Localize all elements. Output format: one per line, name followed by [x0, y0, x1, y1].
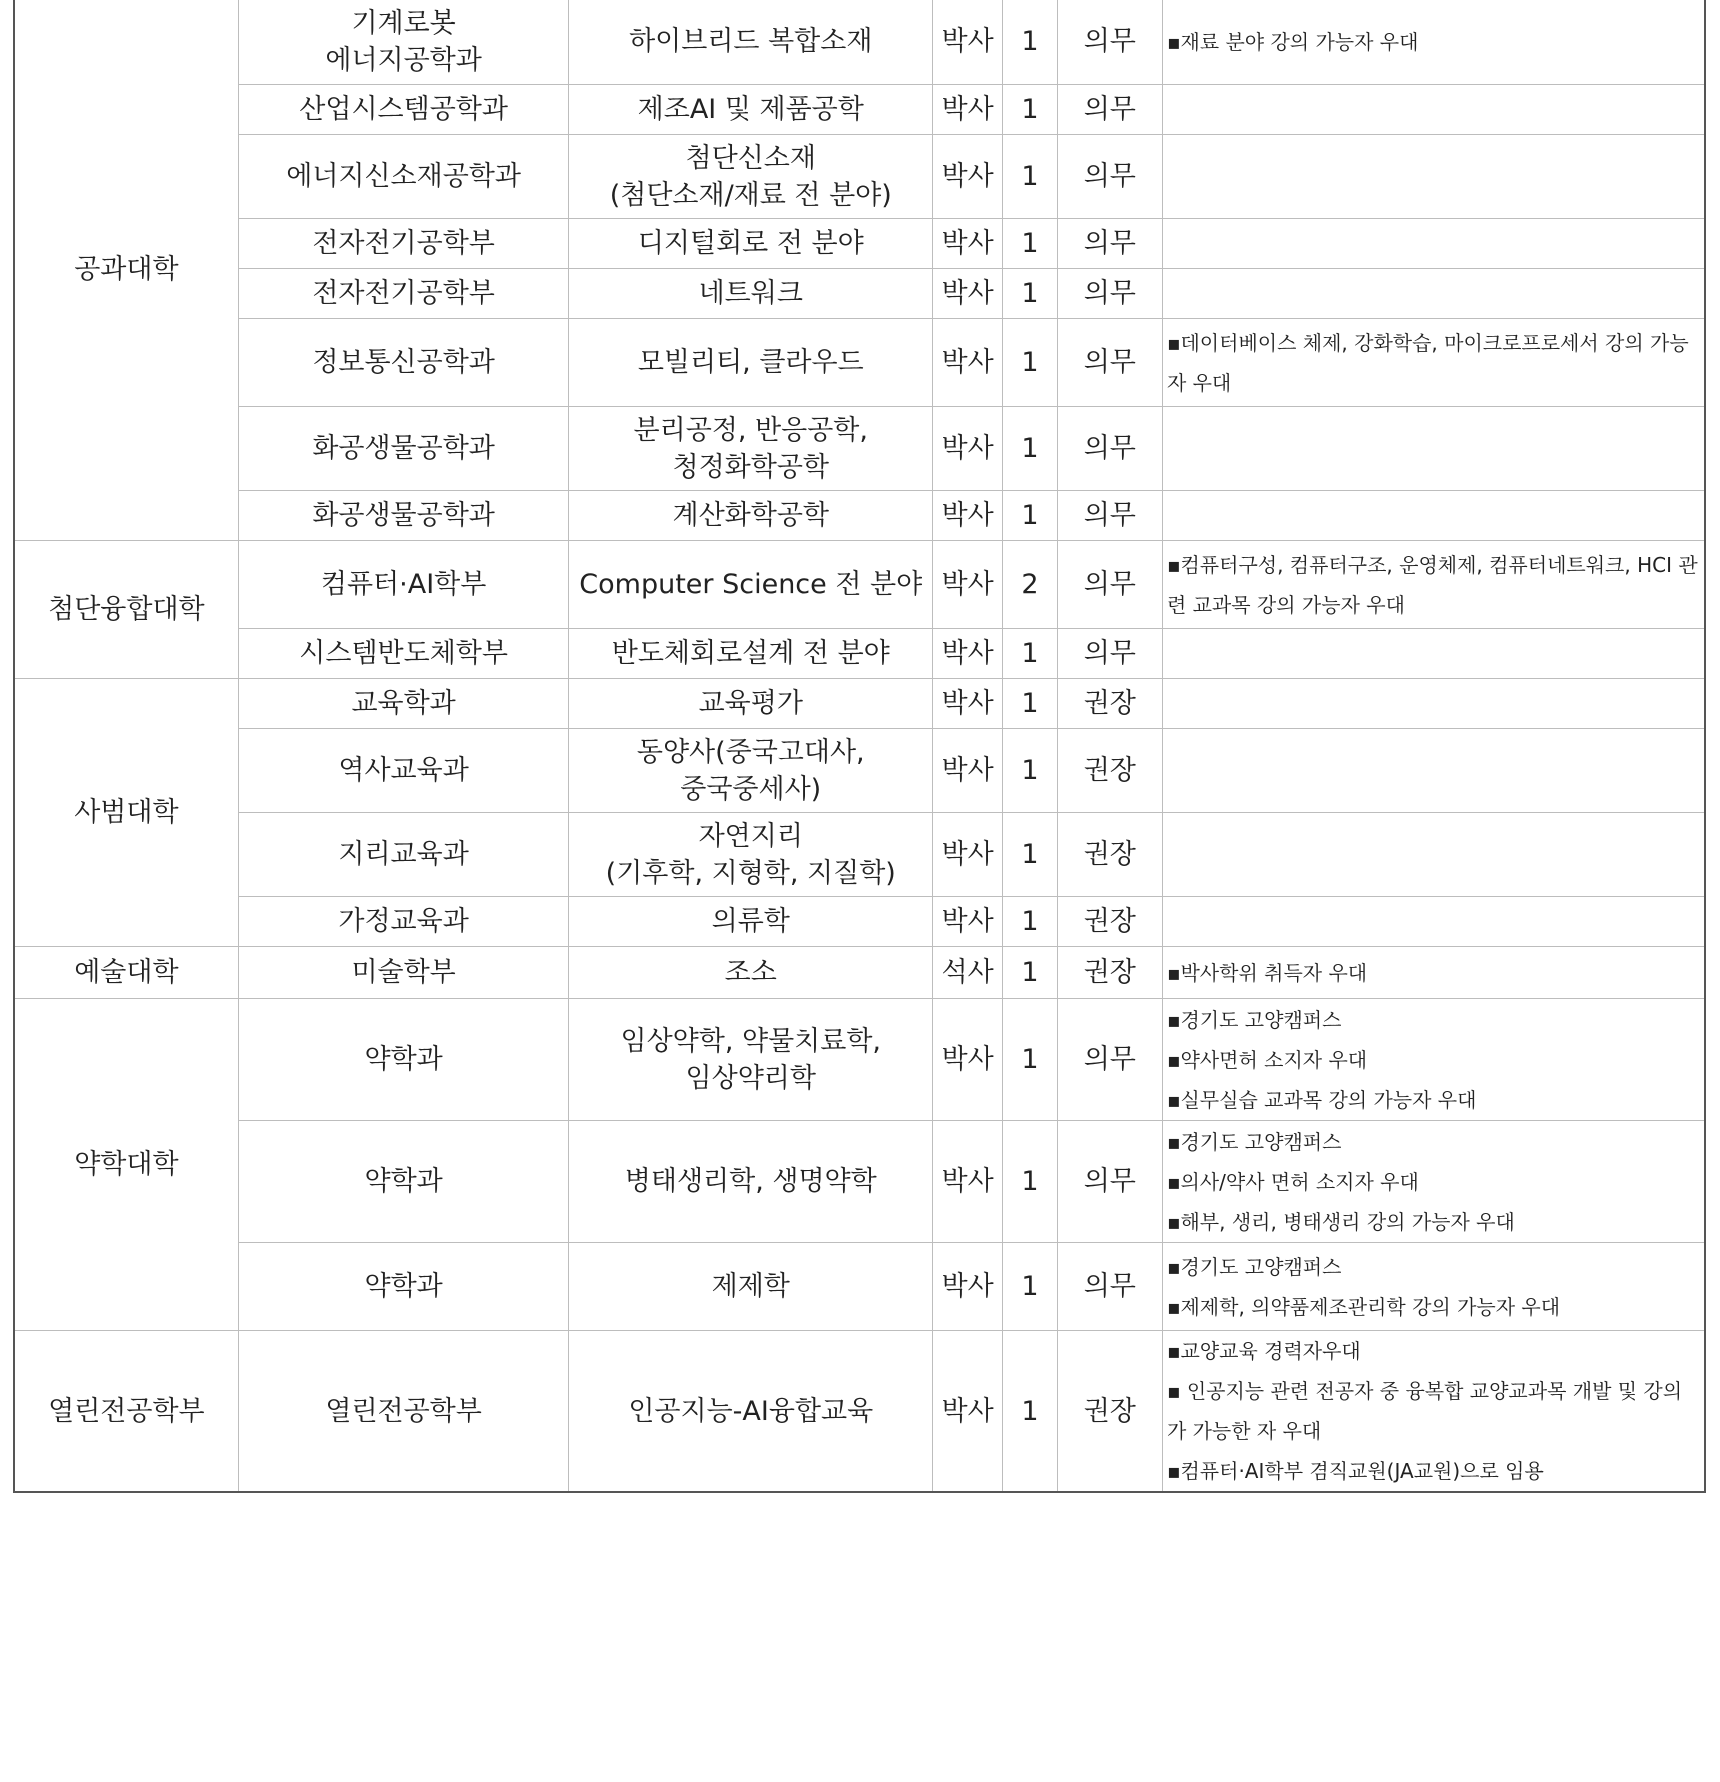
requirement-cell: 의무 — [1057, 319, 1162, 407]
table-row — [14, 541, 1705, 629]
department-cell — [238, 219, 569, 269]
department-cell — [238, 947, 569, 999]
department-line: 기계로봇 — [351, 7, 456, 39]
college-cell: 공과대학 — [14, 0, 238, 541]
department-cell — [238, 85, 569, 135]
department-cell — [238, 135, 569, 219]
notes-cell — [1162, 541, 1705, 629]
field-cell — [569, 85, 933, 135]
notes-cell — [1162, 407, 1705, 491]
degree-cell: 박사 — [933, 629, 1003, 679]
requirement-cell: 의무 — [1057, 85, 1162, 135]
college-cell: 첨단융합대학 — [14, 541, 238, 679]
recruitment-table — [13, 0, 1706, 1493]
field-line: 임상약리학 — [685, 1062, 816, 1094]
table-row — [14, 813, 1705, 897]
table-row — [14, 729, 1705, 813]
field-line: 인공지능-AI융합교육 — [628, 1395, 874, 1427]
degree-cell: 박사 — [933, 999, 1003, 1121]
count-cell: 1 — [1003, 1331, 1057, 1493]
requirement-cell: 권장 — [1057, 947, 1162, 999]
count-cell: 1 — [1003, 219, 1057, 269]
notes-cell — [1162, 319, 1705, 407]
department-line: 역사교육과 — [338, 755, 469, 786]
note-line: ▪재료 분야 강의 가능자 우대 — [1166, 29, 1419, 54]
field-line: 계산화학공학 — [672, 500, 829, 531]
department-line: 미술학부 — [351, 957, 456, 988]
requirement-cell: 의무 — [1057, 629, 1162, 679]
field-cell — [569, 1121, 933, 1243]
degree-cell: 박사 — [933, 269, 1003, 319]
count-cell: 1 — [1003, 679, 1057, 729]
table-row — [14, 629, 1705, 679]
department-cell — [238, 1121, 569, 1243]
department-line: 에너지신소재공학과 — [286, 161, 521, 192]
department-line: 컴퓨터·AI학부 — [320, 569, 487, 600]
college-cell: 예술대학 — [14, 947, 238, 999]
notes-cell — [1162, 219, 1705, 269]
field-cell — [569, 407, 933, 491]
field-line: 네트워크 — [698, 278, 803, 309]
field-cell — [569, 629, 933, 679]
department-line: 전자전기공학부 — [312, 278, 495, 309]
field-line: 하이브리드 복합소재 — [629, 26, 873, 57]
degree-cell: 박사 — [933, 897, 1003, 947]
degree-cell: 박사 — [933, 0, 1003, 85]
count-cell: 1 — [1003, 319, 1057, 407]
table-row — [14, 1121, 1705, 1243]
field-line: 제제학 — [711, 1271, 790, 1302]
notes-cell — [1162, 897, 1705, 947]
department-line: 산업시스템공학과 — [299, 94, 508, 125]
requirement-cell: 의무 — [1057, 999, 1162, 1121]
table-row — [14, 319, 1705, 407]
degree-cell: 박사 — [933, 1121, 1003, 1243]
college-cell: 사범대학 — [14, 679, 238, 947]
table-row — [14, 269, 1705, 319]
department-line: 교육학과 — [351, 688, 456, 719]
department-cell — [238, 319, 569, 407]
field-line: 반도체회로설계 전 분야 — [611, 638, 890, 669]
field-cell — [569, 947, 933, 999]
note-line: ▪경기도 고양캠퍼스 — [1166, 1129, 1342, 1154]
table-body — [14, 0, 1705, 1492]
requirement-cell: 의무 — [1057, 135, 1162, 219]
requirement-cell: 권장 — [1057, 679, 1162, 729]
college-cell: 열린전공학부 — [14, 1331, 238, 1493]
note-line: ▪컴퓨터·AI학부 겸직교원(JA교원)으로 임용 — [1166, 1459, 1544, 1483]
count-cell: 1 — [1003, 813, 1057, 897]
notes-cell — [1162, 1331, 1705, 1493]
department-line: 약학과 — [364, 1166, 443, 1197]
notes-cell — [1162, 999, 1705, 1121]
department-cell — [238, 0, 569, 85]
field-line: 디지털회로 전 분야 — [637, 228, 864, 259]
field-cell — [569, 1331, 933, 1493]
count-cell: 1 — [1003, 135, 1057, 219]
field-cell — [569, 679, 933, 729]
table-row — [14, 947, 1705, 999]
table-row — [14, 1243, 1705, 1331]
note-line: ▪컴퓨터구성, 컴퓨터구조, 운영체제, 컴퓨터네트워크, HCI 관련 교과목 강의 가능자 우대 — [1166, 552, 1698, 617]
count-cell: 1 — [1003, 407, 1057, 491]
note-line: ▪박사학위 취득자 우대 — [1166, 960, 1368, 985]
requirement-cell: 권장 — [1057, 729, 1162, 813]
department-line: 가정교육과 — [338, 906, 469, 937]
requirement-cell: 의무 — [1057, 219, 1162, 269]
table-row — [14, 85, 1705, 135]
degree-cell: 박사 — [933, 85, 1003, 135]
department-line: 열린전공학부 — [325, 1395, 482, 1427]
department-cell — [238, 541, 569, 629]
field-line: 조소 — [724, 957, 777, 988]
count-cell: 1 — [1003, 269, 1057, 319]
requirement-cell: 의무 — [1057, 541, 1162, 629]
degree-cell: 박사 — [933, 541, 1003, 629]
field-cell — [569, 135, 933, 219]
table-row — [14, 407, 1705, 491]
field-line: 교육평가 — [698, 688, 803, 719]
count-cell: 1 — [1003, 85, 1057, 135]
field-cell — [569, 319, 933, 407]
table-row — [14, 999, 1705, 1121]
department-cell — [238, 679, 569, 729]
field-cell — [569, 219, 933, 269]
count-cell: 1 — [1003, 491, 1057, 541]
requirement-cell: 의무 — [1057, 0, 1162, 85]
table-row — [14, 491, 1705, 541]
note-line: ▪경기도 고양캠퍼스 — [1166, 1254, 1342, 1279]
degree-cell: 박사 — [933, 1331, 1003, 1493]
field-line: 임상약학, 약물치료학, — [620, 1025, 881, 1057]
field-cell — [569, 0, 933, 85]
field-line: 청정화학공학 — [672, 451, 829, 483]
notes-cell — [1162, 491, 1705, 541]
requirement-cell: 의무 — [1057, 1243, 1162, 1331]
degree-cell: 박사 — [933, 679, 1003, 729]
field-line: (첨단소재/재료 전 분야) — [609, 179, 892, 211]
department-cell — [238, 813, 569, 897]
table-row — [14, 1331, 1705, 1493]
note-line: ▪데이터베이스 체제, 강화학습, 마이크로프로세서 강의 가능자 우대 — [1166, 330, 1689, 395]
requirement-cell: 권장 — [1057, 897, 1162, 947]
count-cell: 1 — [1003, 1243, 1057, 1331]
note-line: ▪교양교육 경력자우대 — [1166, 1339, 1361, 1363]
count-cell: 2 — [1003, 541, 1057, 629]
count-cell: 1 — [1003, 729, 1057, 813]
degree-cell: 박사 — [933, 1243, 1003, 1331]
degree-cell: 석사 — [933, 947, 1003, 999]
department-cell — [238, 1243, 569, 1331]
notes-cell — [1162, 0, 1705, 85]
field-line: 병태생리학, 생명약학 — [624, 1166, 877, 1197]
notes-cell — [1162, 813, 1705, 897]
field-cell — [569, 269, 933, 319]
count-cell: 1 — [1003, 0, 1057, 85]
notes-cell — [1162, 85, 1705, 135]
department-line: 약학과 — [364, 1271, 443, 1302]
department-cell — [238, 629, 569, 679]
degree-cell: 박사 — [933, 219, 1003, 269]
notes-cell — [1162, 1121, 1705, 1243]
field-line: 의류학 — [711, 906, 790, 937]
degree-cell: 박사 — [933, 729, 1003, 813]
field-line: 첨단신소재 — [685, 142, 816, 174]
department-line: 화공생물공학과 — [312, 500, 495, 531]
table-row — [14, 0, 1705, 85]
notes-cell — [1162, 1243, 1705, 1331]
note-line: ▪경기도 고양캠퍼스 — [1166, 1007, 1342, 1032]
count-cell: 1 — [1003, 999, 1057, 1121]
field-line: 제조AI 및 제품공학 — [637, 94, 864, 125]
degree-cell: 박사 — [933, 135, 1003, 219]
degree-cell: 박사 — [933, 319, 1003, 407]
note-line: ▪ 인공지능 관련 전공자 중 융복합 교양교과목 개발 및 강의가 가능한 자 우대 — [1166, 1379, 1683, 1443]
department-cell — [238, 897, 569, 947]
department-line: 전자전기공학부 — [312, 228, 495, 259]
table-row — [14, 135, 1705, 219]
degree-cell: 박사 — [933, 813, 1003, 897]
field-cell — [569, 813, 933, 897]
count-cell: 1 — [1003, 1121, 1057, 1243]
note-line: ▪의사/약사 면허 소지자 우대 — [1166, 1169, 1419, 1194]
field-cell — [569, 999, 933, 1121]
department-line: 화공생물공학과 — [312, 433, 495, 464]
college-cell: 약학대학 — [14, 999, 238, 1331]
department-cell — [238, 269, 569, 319]
requirement-cell: 의무 — [1057, 491, 1162, 541]
table-row — [14, 679, 1705, 729]
notes-cell — [1162, 947, 1705, 999]
department-cell — [238, 407, 569, 491]
requirement-cell: 의무 — [1057, 407, 1162, 491]
field-line: (기후학, 지형학, 지질학) — [605, 857, 896, 889]
count-cell: 1 — [1003, 897, 1057, 947]
count-cell: 1 — [1003, 629, 1057, 679]
field-cell — [569, 1243, 933, 1331]
requirement-cell: 권장 — [1057, 1331, 1162, 1493]
field-line: 모빌리티, 클라우드 — [637, 347, 864, 378]
notes-cell — [1162, 729, 1705, 813]
department-cell — [238, 729, 569, 813]
table-row — [14, 897, 1705, 947]
requirement-cell: 권장 — [1057, 813, 1162, 897]
degree-cell: 박사 — [933, 491, 1003, 541]
field-line: Computer Science 전 분야 — [579, 569, 923, 600]
degree-cell: 박사 — [933, 407, 1003, 491]
note-line: ▪실무실습 교과목 강의 가능자 우대 — [1166, 1087, 1477, 1112]
requirement-cell: 의무 — [1057, 1121, 1162, 1243]
note-line: ▪제제학, 의약품제조관리학 강의 가능자 우대 — [1166, 1294, 1561, 1319]
field-cell — [569, 541, 933, 629]
field-cell — [569, 491, 933, 541]
field-cell — [569, 729, 933, 813]
field-cell — [569, 897, 933, 947]
field-line: 중국중세사) — [680, 773, 822, 805]
department-line: 지리교육과 — [338, 839, 469, 870]
department-line: 정보통신공학과 — [312, 347, 495, 378]
requirement-cell: 의무 — [1057, 269, 1162, 319]
department-line: 시스템반도체학부 — [299, 638, 508, 669]
notes-cell — [1162, 269, 1705, 319]
field-line: 동양사(중국고대사, — [636, 736, 865, 768]
department-cell — [238, 491, 569, 541]
department-cell — [238, 1331, 569, 1493]
note-line: ▪해부, 생리, 병태생리 강의 가능자 우대 — [1166, 1209, 1515, 1234]
note-line: ▪약사면허 소지자 우대 — [1166, 1047, 1368, 1072]
department-line: 에너지공학과 — [325, 44, 482, 76]
field-line: 분리공정, 반응공학, — [633, 414, 868, 446]
notes-cell — [1162, 679, 1705, 729]
field-line: 자연지리 — [698, 820, 803, 852]
notes-cell — [1162, 629, 1705, 679]
table-row — [14, 219, 1705, 269]
department-cell — [238, 999, 569, 1121]
count-cell: 1 — [1003, 947, 1057, 999]
notes-cell — [1162, 135, 1705, 219]
department-line: 약학과 — [364, 1044, 443, 1075]
